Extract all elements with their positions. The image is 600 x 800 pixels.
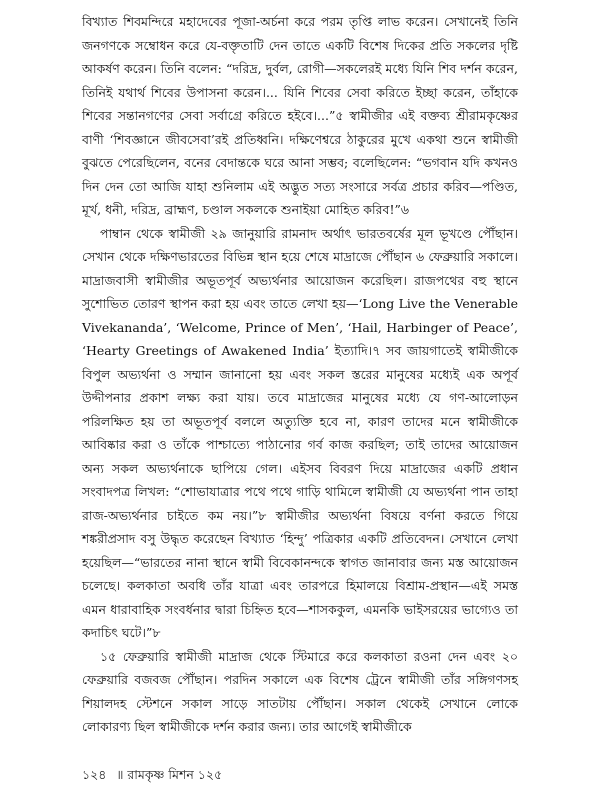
paragraph-1: বিখ্যাত শিবমন্দিরে মহাদেবের পূজা-অর্চনা করে পরম তৃপ্তি লাভ করেন। সেখানেই তিনি জনগণকে সম্বোধন করে যে-বক্তৃতাটি দেন তাতে একটি বিশেষ দিকের প্রতি সকলের দৃষ্টি আকর্ষণ করেন। তিনি বলেন: “দরিদ্র, দুর্বল, রোগী—সকলেরই মধ্যে যিনি শিব দর্শন করেন, তিনিই যথার্থ শিবের উপাসনা করেন।... যিনি শিবের সেবা করিতে ইচ্ছা করেন, তাঁহাকে শিবের সন্তানগণের সেবা সর্বাগ্রে করিতে হইবে।...”৫ স্বামীজীর এই বক্তব্য শ্রীরামকৃষ্ণের বাণী ‘শিবজ্ঞানে জীবসেবা’রই প্রতিধ্বনি। দক্ষিণেশ্বরে ঠাকুরের মুখে একথা শুনে স্বামীজী বুঝতে পেরেছিলেন, বনের বেদান্তকে ঘরে আনা সম্ভব; বলেছিলেন: “ভগবান যদি কখনও দিন দেন তো আজি যাহা শুনিলাম এই অদ্ভুত সত্য সংসারে সর্বত্র প্রচার করিব—পণ্ডিত, মূর্খ, ধনী, দরিদ্র, ব্রাহ্মণ, চণ্ডাল সকলকে শুনাইয়া মোহিত করিব!”৬ bbox=[82, 14, 518, 217]
paragraph-3: ১৫ ফেব্রুয়ারি স্বামীজী মাদ্রাজ থেকে স্টিমারে করে কলকাতা রওনা দেন এবং ২০ ফেব্রুয়ারি বজবজ পৌঁছান। পরদিন সকালে এক বিশেষ ট্রেনে স্বামীজী তাঁর সঙ্গিগণসহ শিয়ালদহ স্টেশনে সকাল সাড়ে সাতটায় পৌঁছান। সকাল থেকেই সেখানে লোকে লোকারণ্য ছিল স্বামীজীকে দর্শন করার জন্য। তার আগেই স্বামীজীকে bbox=[82, 648, 518, 734]
running-title: রামকৃষ্ণ মিশন ১২৫ bbox=[127, 767, 223, 782]
footer-separator: ॥ bbox=[116, 767, 124, 782]
page-number: ১২৪ bbox=[82, 767, 107, 782]
paragraph-2: পাম্বান থেকে স্বামীজী ২৯ জানুয়ারি রামনাদ অর্থাৎ ভারতবর্ষের মূল ভূখণ্ডে পৌঁছান। সেখান থেকে দক্ষিণভারতের বিভিন্ন স্থান হয়ে শেষে মাদ্রাজে পৌঁছান ৬ ফেব্রুয়ারি সকালে। মাদ্রাজবাসী স্বামীজীর অভূতপূর্ব অভ্যর্থনার আয়োজন করেছিল। রাজপথের বহু স্থানে সুশোভিত তোরণ স্থাপন করা হয় এবং তাতে লেখা হয়—‘Long Live the Venerable Vivekananda’, ‘Welcome, Prince of Men’, ‘Hail, Harbinger of Peace’, ‘Hearty Greetings of Awakened India’ ইত্যাদি।৭ সব জায়গাতেই স্বামীজীকে বিপুল অভ্যর্থনা ও সম্মান জানানো হয় এবং সকল স্তরের মানুষের মধ্যেই এক অপূর্ব উদ্দীপনার প্রকাশ লক্ষ্য করা যায়। তবে মাদ্রাজের মানুষের মধ্যে যে গণ-আলোড়ন পরিলক্ষিত হয় তা অভূতপূর্ব বললে অত্যুক্তি হবে না, কারণ তাদের মনে স্বামীজীকে আবিষ্কার করা ও তাঁকে পাশ্চাত্যে পাঠানোর গর্ব কাজ করছিল; তাই তাদের আয়োজন অন্য সকল অভ্যর্থনাকে ছাপিয়ে গেল। এইসব বিবরণ দিয়ে মাদ্রাজের একটি প্রধান সংবাদপত্র লিখল: “শোভাযাত্রার পথে পথে গাড়ি থামিলে স্বামীজী যে অভ্যর্থনা পান তাহা রাজ-অভ্যর্থনার চাইতে কম নয়।”৮ স্বামীজীর অভ্যর্থনা বিষয়ে বর্ণনা করতে গিয়ে শঙ্করীপ্রসাদ বসু উদ্ধৃত করেছেন বিখ্যাত ‘হিন্দু’ পত্রিকার একটি প্রতিবেদন। সেখানে লেখা হয়েছিল—“ভারতের নানা স্থানে স্বামী বিবেকানন্দকে স্বাগত জানাবার জন্য মস্ত আয়োজন চলেছে। কলকাতা অবধি তাঁর যাত্রা এবং তারপরে হিমালয়ে বিশ্রাম-প্রস্থান—এই সমস্ত এমন ধারাবাহিক সংবর্ধনার দ্বারা চিহ্নিত হবে—শাসককুল, এমনকি ভাইসরয়ের ভাগ্যেও তা কদাচিৎ ঘটে।”৮ bbox=[82, 225, 518, 640]
body-text bbox=[82, 10, 518, 739]
page-footer bbox=[82, 767, 222, 787]
